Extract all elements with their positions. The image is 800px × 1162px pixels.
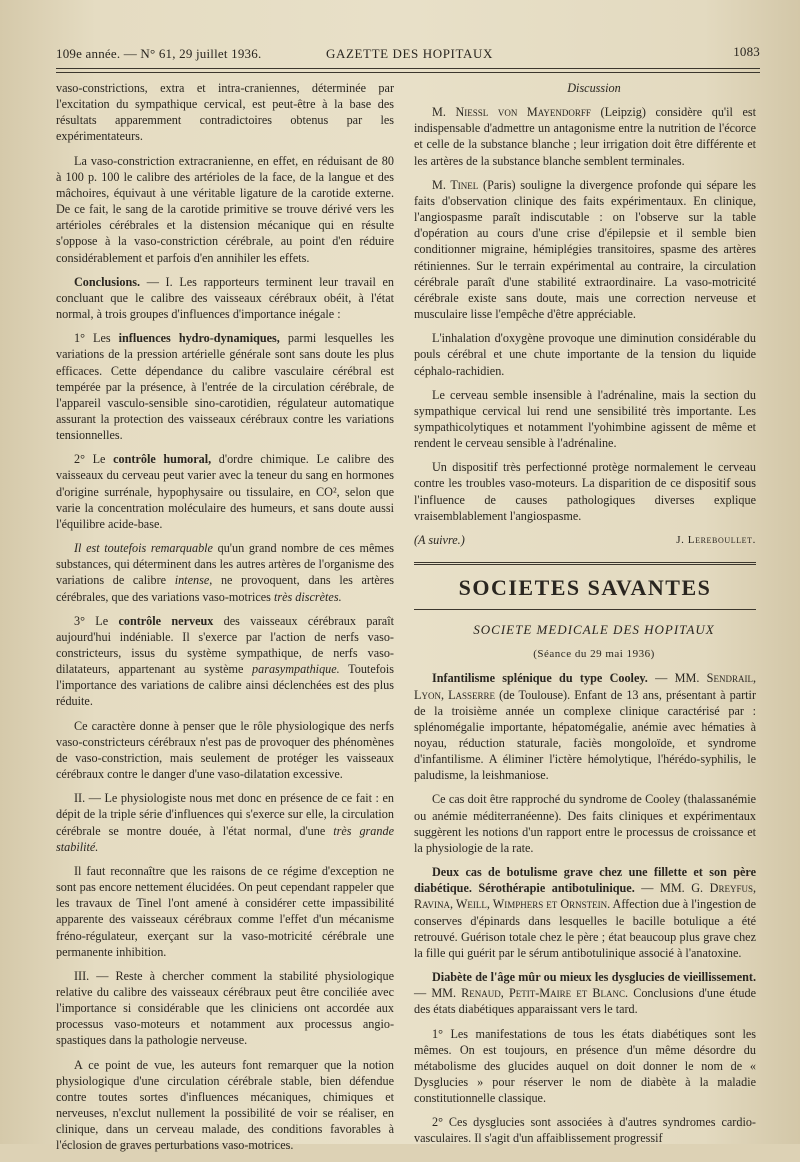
left-column <box>56 80 394 1162</box>
paragraph: La vaso-constriction extracranienne, en effet, en réduisant de 80 à 100 p. 100 le calibre des artérioles de la face, de la langue et des mâchoires, équivaut à une véritable ligature de la carotide externe. De ce fait, le sang de la carotide primitive se trouve dérivé vers les artérioles cérébrales et la distension mécanique qui en résulte s'oppose à la vaso-constriction cérébrale, au point d'en réduire considérablement et parfois d'en annihiler les effets. <box>56 153 394 265</box>
paragraph: Ce caractère donne à penser que le rôle physiologique des nerfs vaso-constricteurs cérébraux n'est pas de provoquer des phénomènes de vaso-constriction, mais seulement de protéger les vaisseaux cérébraux contre le danger d'une vaso-dilatation excessive. <box>56 718 394 782</box>
signature-line <box>414 532 756 548</box>
paragraph: Il est toutefois remarquable qu'un grand nombre de ces mêmes substances, qui déterminent dans les autres artères de l'organisme des variations de calibre intense, ne provoquent, dans les artères cérébrales, que des variations vaso-motrices très discrètes. <box>56 541 394 604</box>
paragraph: M. Tinel (Paris) souligne la divergence profonde qui sépare les faits d'observation clinique des faits expérimentaux. En clinique, l'angiospasme paraît indiscutable : on l'observe sur la table d'opération au cours d'une crise d'épilepsie et il semble bien conditionner migraine, hémiplégies transitoires, spasme des artères rétiniennes. Sur le terrain expérimental au contraire, la circulation cérébrale paraît d'une stabilité extraordinaire. La vaso-motricité cérébrale existe sans doute, mais une correction nerveuse et musculaire lisse l'empêche d'être appréciable. <box>414 177 756 322</box>
paragraph: Un dispositif très perfectionné protège normalement le cerveau contre les troubles vaso-moteurs. La disparition de ce dispositif sous l'influence de causes pathologiques diverses explique vraisemblablement l'angiospasme. <box>414 460 756 523</box>
paragraph: M. Niessl von Mayendorff (Leipzig) considère qu'il est indispensable d'admettre un antagonisme entre la nutrition de l'écorce et celle de la substance blanche ; leur irrigation doit être différente et les artères de la substance blanche semblent terminales. <box>414 105 756 168</box>
paragraph: Le cerveau semble insensible à l'adrénaline, mais la section du sympathique cervical lui rend une sensibilité très importante. Les sympathicolytiques et notamment l'yohimbine agissent de même et rendent le cerveau sensible à l'adrénaline. <box>414 387 756 451</box>
paragraph: 3° Le contrôle nerveux des vaisseaux cérébraux paraît aujourd'hui indéniable. Il s'exerce par l'action de nerfs vaso-constricteurs, issus du système sympathique, de nerfs vaso-dilatateurs, appartenant au système parasympathique. Toutefois l'importance des variations de calibre ainsi déclenchées est des plus réduite. <box>56 613 395 709</box>
header-rule-2 <box>56 72 760 73</box>
author-signature: J. Lereboullet. <box>676 533 756 546</box>
paragraph: A ce point de vue, les auteurs font remarquer que la notion physiologique d'une circulation cérébrale stable, bien défendue contre toutes sortes d'influences mécaniques, chimiques et nerveuses, n'exclut nullement la possibilité de voir se réaliser, en clinique, dans un cerveau malade, des conditions favorables à l'éclosion de graves perturbations vaso-motrices. <box>56 1057 394 1153</box>
paragraph: 2° Le contrôle humoral, d'ordre chimique. Le calibre des vaisseaux du cerveau peut varier avec la teneur du sang en hormones d'origine surrénale, hypophysaire ou tissulaire, en CO², selon que varie la concentration moléculaire des humeurs, et sans doute aussi l'équilibre acide-base. <box>56 452 394 531</box>
paragraph: III. — Reste à chercher comment la stabilité physiologique relative du calibre des vaisseaux cérébraux peut être conciliée avec l'importance si considérable que les cliniciens ont accordée aux processus vaso-moteurs et notamment aux processus angio-spastiques dans la pathologie nerveuse. <box>56 968 394 1048</box>
conclusions-label: Conclusions. <box>74 274 141 289</box>
to-be-continued: (A suivre.) <box>414 532 465 547</box>
paragraph: 1° Les manifestations de tous les états diabétiques sont les mêmes. On est toujours, en présence d'un même désordre du métabolisme des glucides auquel on doit donner le nom de « Dysglucies » pour réserver le nom de diabète à la maladie constitutionnelle classique. <box>414 1026 756 1106</box>
page-header <box>56 44 760 66</box>
paragraph: vaso-constrictions, extra et intra-craniennes, déterminée par l'excitation du sympathique cervical, est peut-être à la base des résultats apparemment contradictoires obtenus par les expérimentateurs. <box>56 81 394 144</box>
section-heading: SOCIETES SAVANTES <box>414 562 756 610</box>
paragraph: Ce cas doit être rapproché du syndrome de Cooley (thalassanémie ou anémie méditerranéenne). Des faits cliniques et expérimentaux suggèrent les notions d'un rapport entre le processus de croissance et la physiologie de la rate. <box>414 792 756 855</box>
journal-title: GAZETTE DES HOPITAUX <box>326 46 493 61</box>
communication: Deux cas de botulisme grave chez une fillette et son père diabétique. Sérothérapie antibotulinique. — MM. G. Dreyfus, Ravina, Weill, Wimphers et Ornstein. Affection due à l'ingestion de conserves d'épinards dans lesquelles le bacille botulique a été retrouvé. Guérison totale chez le père ; état beaucoup plus grave chez la fille qui guérit par le sérum antibotulinique associé à l'anatoxine. <box>414 865 756 960</box>
communication: Infantilisme splénique du type Cooley. — MM. Sendrail, Lyon, Lasserre (de Toulouse). Enfant de 13 ans, présentant à partir de la troisième année un complexe clinique caractérisé par : splénomégalie importante, hépatomégalie, anémie avec hématies à noyau, réduction staturale, faciès mongoloïde, et syndrome d'infantilisme. A éliminer l'ictère hémolytique, l'hérédo-syphilis, le paludisme, la leishmaniose. <box>414 671 756 783</box>
paragraph: II. — Le physiologiste nous met donc en présence de ce fait : en dépit de la triple série d'influences qui s'exerce sur elle, la circulation cérébrale se montre douée, à l'état normal, d'une très grande stabilité. <box>56 791 394 854</box>
society-name: SOCIETE MEDICALE DES HOPITAUX <box>473 622 715 638</box>
paragraph: L'inhalation d'oxygène provoque une diminution considérable du pouls cérébral et une chute importante de la tension du liquide céphalo-rachidien. <box>414 331 756 378</box>
paragraph: Il faut reconnaître que les raisons de ce régime d'exception ne sont pas encore nettement élucidées. On peut cependant rappeler que les travaux de Tinel l'ont amené à considérer cette impassibilité apparente des vaisseaux cérébraux comme l'effet d'un mécanisme fréno-régulateur, exerçant sur la vaso-motricité cérébrale une permanente inhibition. <box>56 863 394 959</box>
issue-line: 109e année. — N° 61, 29 juillet 1936. <box>56 46 262 61</box>
discussion-title: Discussion <box>567 81 621 95</box>
page-number: 1083 <box>733 44 760 59</box>
session-date: (Séance du 29 mai 1936) <box>533 648 655 661</box>
header-rule <box>56 68 760 69</box>
right-column <box>414 80 756 1155</box>
paragraph: 2° Ces dysglucies sont associées à d'autres syndromes cardio-vasculaires. Il s'agit d'un affaiblissement progressif <box>414 1115 756 1146</box>
conclusions-paragraph: Conclusions. — I. Les rapporteurs terminent leur travail en concluant que le calibre des vaisseaux cérébraux obéit, à l'état normal, à trois groupes d'influences d'importance inégale : <box>56 274 394 322</box>
paragraph: 1° Les influences hydro-dynamiques, parmi lesquelles les variations de la pression artérielle générale sont sans doute les plus efficaces. Cette dépendance du calibre vasculaire cérébral est tempérée par la présence, à l'entrée de la circulation cérébrale, de l'appareil vasculo-sensible sino-carotidien, régulateur automatique assurant la protection des vaisseaux cérébraux contre les variations tensionnelles. <box>56 331 394 443</box>
communication: Diabète de l'âge mûr ou mieux les dysglucies de vieillissement. — MM. Renaud, Petit-Maire et Blanc. Conclusions d'une étude des états diabétiques apparaissant vers le tard. <box>414 970 756 1017</box>
